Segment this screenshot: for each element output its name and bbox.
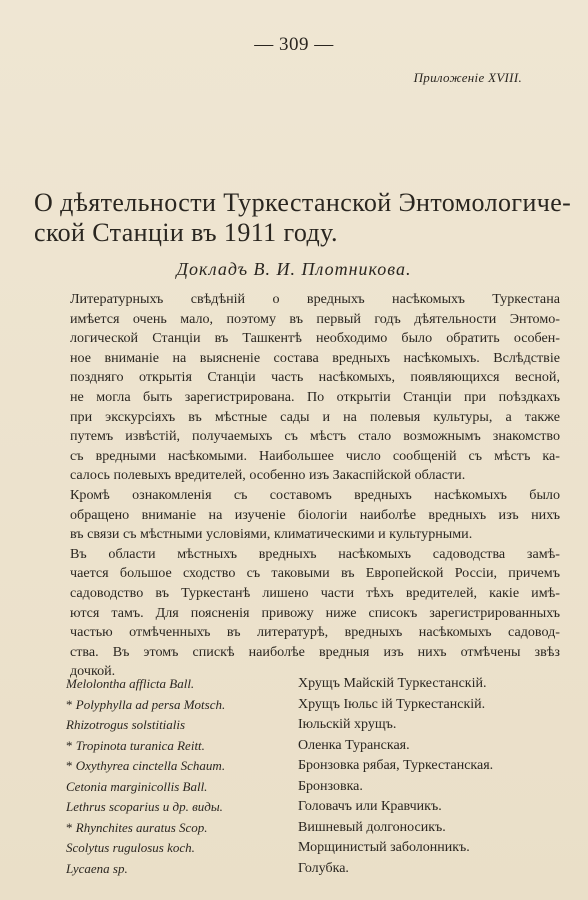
body-line: дочкой. <box>70 663 116 680</box>
body-line: садоводство въ Туркестанѣ лишено части тѣхъ вредителей, какіе имѣ- <box>70 584 560 601</box>
species-latin: Lycaena sp. <box>66 860 128 876</box>
species-row <box>66 715 560 736</box>
species-row <box>66 797 560 818</box>
star-mark: * <box>66 737 73 753</box>
author-byline: Докладъ В. И. Плотникова. <box>176 259 412 279</box>
star-mark: * <box>66 819 73 835</box>
species-latin: Tropinota turanica Reitt. <box>75 737 205 753</box>
species-latin: Scolytus rugulosus koch. <box>66 840 195 856</box>
body-line: съ вредными насѣкомыми. Наибольшее число сообщеній съ мѣстъ ка- <box>70 447 560 464</box>
species-row <box>66 756 560 777</box>
body-line: поздняго открытія Станціи часть насѣкомыхъ, появляющихся весной, <box>70 369 560 386</box>
species-latin: Melolontha afflicta Ball. <box>66 676 195 692</box>
article-body <box>70 290 560 682</box>
article-title <box>34 188 572 248</box>
species-latin: Polyphylla ad persa Motsch. <box>75 696 226 712</box>
body-line: ются тамъ. Для поясненія привожу ниже списокъ зарегистрированныхъ <box>70 604 560 621</box>
body-line: Кромѣ ознакомленія съ составомъ вредныхъ насѣкомыхъ было <box>70 486 560 503</box>
species-row <box>66 859 560 880</box>
species-russian: Вишневый долгоносикъ. <box>298 819 446 835</box>
body-line: не могла быть зарегистрирована. По открытіи Станціи при поѣздкахъ <box>70 388 560 405</box>
species-row <box>66 838 560 859</box>
species-russian: Іюльскій хрущъ. <box>298 717 397 733</box>
body-line: при экскурсіяхъ въ мѣстные сады и на полевыя культуры, а также <box>70 408 560 425</box>
species-row <box>66 818 560 839</box>
species-list <box>66 674 560 879</box>
body-line: обращено вниманіе на изученіе біологіи наиболѣе вредныхъ изъ нихъ <box>70 506 560 523</box>
body-line: Литературныхъ свѣдѣній о вредныхъ насѣкомыхъ Туркестана <box>70 291 560 307</box>
species-russian: Хрущъ Іюльс ій Туркестанскій. <box>298 696 486 712</box>
star-mark: * <box>66 696 73 712</box>
star-mark: * <box>66 758 73 774</box>
species-latin: Lethrus scoparius и др. виды. <box>66 799 223 815</box>
species-latin: Rhizotrogus solstitialis <box>66 717 186 733</box>
species-russian: Морщинистый заболонникъ. <box>298 840 470 856</box>
body-line: логической Станціи въ Ташкентѣ необходимо было обратить особен- <box>70 330 560 347</box>
species-row <box>66 674 560 695</box>
species-latin: Oxythyrea cinctella Schaum. <box>75 758 226 774</box>
species-latin: Cetonia marginicollis Ball. <box>66 778 208 794</box>
species-latin: Rhynchites auratus Scop. <box>75 819 208 835</box>
species-russian: Оленка Туранская. <box>298 737 410 753</box>
species-russian: Голубка. <box>298 860 349 876</box>
appendix-label: Приложеніе XVIII. <box>413 70 522 85</box>
species-russian: Бронзовка рябая, Туркестанская. <box>298 758 494 774</box>
species-russian: Головачъ или Кравчикъ. <box>298 799 442 815</box>
body-line: Въ области мѣстныхъ вредныхъ насѣкомыхъ садоводства замѣ- <box>70 545 560 562</box>
body-line: ства. Въ этомъ спискѣ наиболѣе вредныя изъ нихъ отмѣчены звѣз <box>70 643 560 660</box>
body-line: путемъ извѣстій, получаемыхъ съ мѣстъ стало возможнымъ знакомство <box>70 428 560 445</box>
title-line-1: О дѣятельности Туркестанской Энтомологиче- <box>34 188 572 217</box>
body-line: чается большое сходство съ таковыми въ Европейской Россіи, причемъ <box>70 565 560 582</box>
body-line: имѣется очень мало, поэтому въ первый годъ дѣятельности Энтомо- <box>70 310 560 327</box>
body-line: частью отмѣченныхъ въ литературѣ, вредныхъ насѣкомыхъ садовод- <box>70 624 560 641</box>
body-line: въ связи съ мѣстными условіями, климатическими и культурными. <box>70 526 473 543</box>
species-row <box>66 736 560 757</box>
species-russian: Бронзовка. <box>298 778 363 794</box>
species-row <box>66 777 560 798</box>
species-russian: Хрущъ Майскій Туркестанскій. <box>298 676 487 692</box>
body-line: ное вниманіе на выясненіе состава вредныхъ насѣкомыхъ. Вслѣдствіе <box>70 349 560 366</box>
title-line-2: ской Станціи въ 1911 году. <box>34 218 338 247</box>
body-line: салось полевыхъ вредителей, особенно изъ Закаспійской области. <box>70 467 466 484</box>
species-row <box>66 695 560 716</box>
page-number: — 309 — <box>254 34 334 55</box>
